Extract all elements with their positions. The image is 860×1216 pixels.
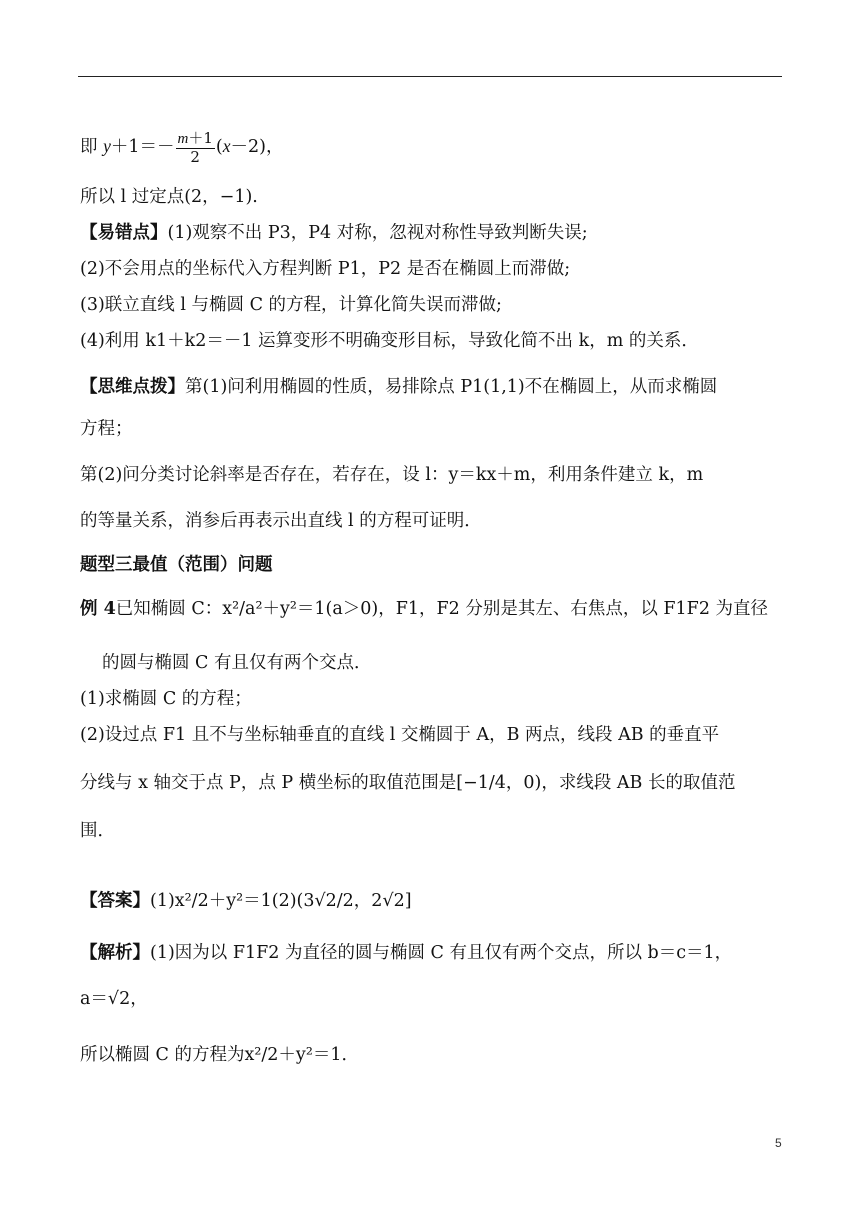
text-line: 所以 l 过定点(2，−1). — [80, 187, 258, 207]
mistake-point-3: (3)联立直线 l 与椭圆 C 的方程，计算化简失误而滞做; — [80, 295, 502, 315]
thinking-tip-4: 的等量关系，消参后再表示出直线 l 的方程可证明． — [80, 511, 482, 531]
line-prefix: 即 — [80, 137, 98, 157]
analysis-line-2: a＝√2， — [80, 989, 148, 1009]
thinking-tip-3: 第(2)问分类讨论斜率是否存在，若存在，设 l：y＝kx＋m，利用条件建立 k，m — [80, 465, 704, 485]
header-rule — [78, 76, 782, 77]
example-line-2: 的圆与椭圆 C 有且仅有两个交点． — [102, 653, 372, 673]
question-2c: 围． — [80, 821, 115, 841]
thinking-tip-1: 【思维点拨】第(1)问利用椭圆的性质，易排除点 P1(1,1)不在椭圆上，从而求椭圆 — [80, 377, 718, 397]
thinking-label: 【思维点拨】 — [80, 377, 185, 397]
question-1: (1)求椭圆 C 的方程； — [80, 689, 252, 709]
mistake-point-2: (2)不会用点的坐标代入方程判断 P1，P2 是否在椭圆上而滞做; — [80, 259, 571, 279]
answer-label: 【答案】 — [80, 891, 150, 911]
example-label: 例 4 — [80, 599, 116, 619]
thinking-tip-2: 方程； — [80, 419, 133, 439]
answer-text: (1)x²/2＋y²＝1(2)(3√2/2，2√2] — [150, 891, 412, 911]
question-2b: 分线与 x 轴交于点 P，点 P 横坐标的取值范围是[−1/4，0)，求线段 AB 长的取值范 — [80, 773, 736, 793]
analysis-line-1: 【解析】(1)因为以 F1F2 为直径的圆与椭圆 C 有且仅有两个交点，所以 b＝c＝1， — [80, 943, 733, 963]
analysis-line-3: 所以椭圆 C 的方程为x²/2＋y²＝1． — [80, 1045, 359, 1065]
fraction: $\frac{m+1}{2}$ — [177, 129, 213, 166]
mistake-point-4: (4)利用 k1＋k2＝－1 运算变形不明确变形目标，导致化简不出 k，m 的关系． — [80, 331, 699, 351]
page-number: 5 — [775, 1136, 782, 1150]
answer-line — [80, 890, 412, 912]
mistake-label: 【易错点】 — [80, 223, 168, 243]
question-2a: (2)设过点 F1 且不与坐标轴垂直的直线 l 交椭圆于 A，B 两点，线段 AB 的垂直平 — [80, 725, 720, 745]
mistake-point-1: 【易错点】(1)观察不出 P3，P4 对称，忽视对称性导致判断失误; — [80, 223, 588, 243]
section-title: 题型三最值（范围）问题 — [80, 555, 273, 575]
equation-line: 即 y＋1＝－ $\frac{m+1}{2}$ (x－2)， — [80, 129, 284, 166]
example-line-1: 例 4已知椭圆 C：x²/a²＋y²＝1(a＞0)，F1，F2 分别是其左、右焦点，以 F1F2 为直径 — [80, 599, 769, 619]
analysis-label: 【解析】 — [80, 943, 150, 963]
